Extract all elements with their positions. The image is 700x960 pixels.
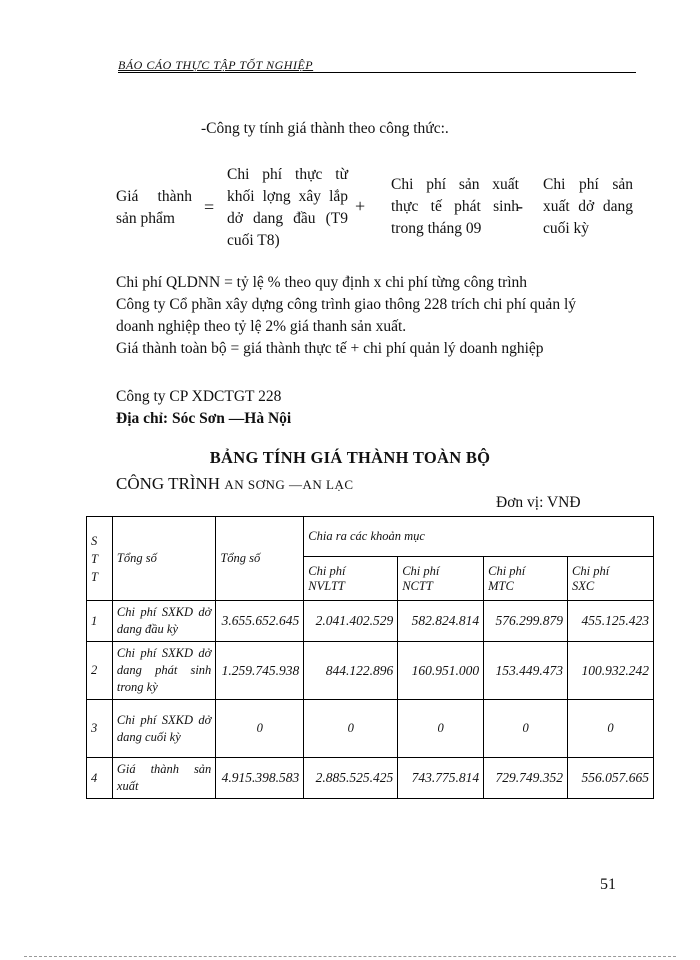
row-nctt: 582.824.814	[398, 601, 484, 642]
formula-term-closing: Chi phí sản xuất dở dang cuối kỳ	[543, 176, 633, 237]
page-bottom-rule	[24, 956, 676, 957]
currency-unit: Đơn vị: VNĐ	[496, 494, 581, 511]
table-row	[87, 601, 654, 642]
formula-equals: =	[204, 197, 215, 217]
project-heading	[116, 474, 354, 494]
row-nvltt: 844.122.896	[304, 642, 398, 700]
header-nvltt: Chi phí NVLTT	[304, 557, 398, 601]
stt-char: S	[91, 533, 98, 548]
row-total: 4.915.398.583	[216, 758, 304, 799]
row-stt: 2	[87, 642, 113, 700]
table-row	[87, 700, 654, 758]
header-rule	[118, 72, 636, 73]
stt-char: T	[91, 569, 98, 584]
table-title: BẢNG TÍNH GIÁ THÀNH TOÀN BỘ	[209, 448, 491, 467]
table-row	[87, 758, 654, 799]
table-header-row	[87, 517, 654, 557]
paragraph-qldn: Chi phí QLDNN = tỷ lệ % theo quy định x chi phí từng công trình	[116, 274, 528, 291]
project-label: CÔNG TRÌNH	[116, 474, 221, 493]
header-stt	[87, 517, 113, 601]
project-name: AN SƠNG —AN LẠC	[224, 477, 354, 492]
cost-table	[86, 516, 654, 799]
table-row	[87, 642, 654, 700]
row-sxc: 0	[568, 700, 654, 758]
paragraph-company-line2: doanh nghiệp theo tỷ lệ 2% giá thanh sản xuất.	[116, 318, 407, 335]
row-description: Chi phí SXKD dở dang đầu kỳ	[112, 601, 215, 642]
running-header: BÁO CÁO THỰC TẬP TỐT NGHIỆP	[118, 58, 314, 72]
row-total: 3.655.652.645	[216, 601, 304, 642]
paragraph-total-cost: Giá thành toàn bộ = giá thành thực tế + chi phí quản lý doanh nghiệp	[116, 340, 544, 357]
header-description: Tổng số	[112, 517, 215, 601]
header-mtc: Chi phí MTC	[484, 557, 568, 601]
row-nvltt: 2.885.525.425	[304, 758, 398, 799]
row-mtc: 0	[484, 700, 568, 758]
formula-term-opening: Chi phí thực từ khối lợng xây lắp dở dang đầu (T9 cuối T8)	[227, 166, 348, 249]
row-stt: 4	[87, 758, 113, 799]
row-mtc: 576.299.879	[484, 601, 568, 642]
row-total: 1.259.745.938	[216, 642, 304, 700]
stt-char: T	[91, 551, 98, 566]
row-description: Chi phí SXKD dở dang cuối kỳ	[112, 700, 215, 758]
row-nctt: 743.775.814	[398, 758, 484, 799]
formula-lhs: Giá thành sản phẩm	[116, 188, 192, 227]
row-nvltt: 2.041.402.529	[304, 601, 398, 642]
address-value: Sóc Sơn —Hà Nội	[171, 410, 292, 427]
header-sxc: Chi phí SXC	[568, 557, 654, 601]
row-sxc: 455.125.423	[568, 601, 654, 642]
row-mtc: 153.449.473	[484, 642, 568, 700]
row-description: Giá thành sản xuất	[112, 758, 215, 799]
row-nctt: 0	[398, 700, 484, 758]
header-total: Tổng số	[216, 517, 304, 601]
row-total: 0	[216, 700, 304, 758]
formula-term-incurred: Chi phí sản xuất thực tế phát sinh trong tháng 09	[391, 176, 519, 237]
row-sxc: 556.057.665	[568, 758, 654, 799]
header-breakdown: Chia ra các khoản mục	[304, 517, 654, 557]
address-label: Địa chỉ:	[116, 410, 169, 427]
page-number: 51	[600, 876, 616, 893]
row-mtc: 729.749.352	[484, 758, 568, 799]
row-nvltt: 0	[304, 700, 398, 758]
row-stt: 3	[87, 700, 113, 758]
intro-line: -Công ty tính giá thành theo công thức:.	[201, 120, 449, 137]
paragraph-company-line1: Công ty Cổ phần xây dựng công trình giao thông 228 trích chi phí quản lý	[116, 296, 576, 313]
row-sxc: 100.932.242	[568, 642, 654, 700]
formula-minus: -	[517, 196, 523, 216]
header-nctt: Chi phí NCTT	[398, 557, 484, 601]
row-nctt: 160.951.000	[398, 642, 484, 700]
formula-plus: +	[355, 196, 366, 216]
row-stt: 1	[87, 601, 113, 642]
row-description: Chi phí SXKD dở dang phát sinh trong kỳ	[112, 642, 215, 700]
company-name: Công ty CP XDCTGT 228	[116, 388, 282, 405]
company-address	[116, 408, 291, 430]
